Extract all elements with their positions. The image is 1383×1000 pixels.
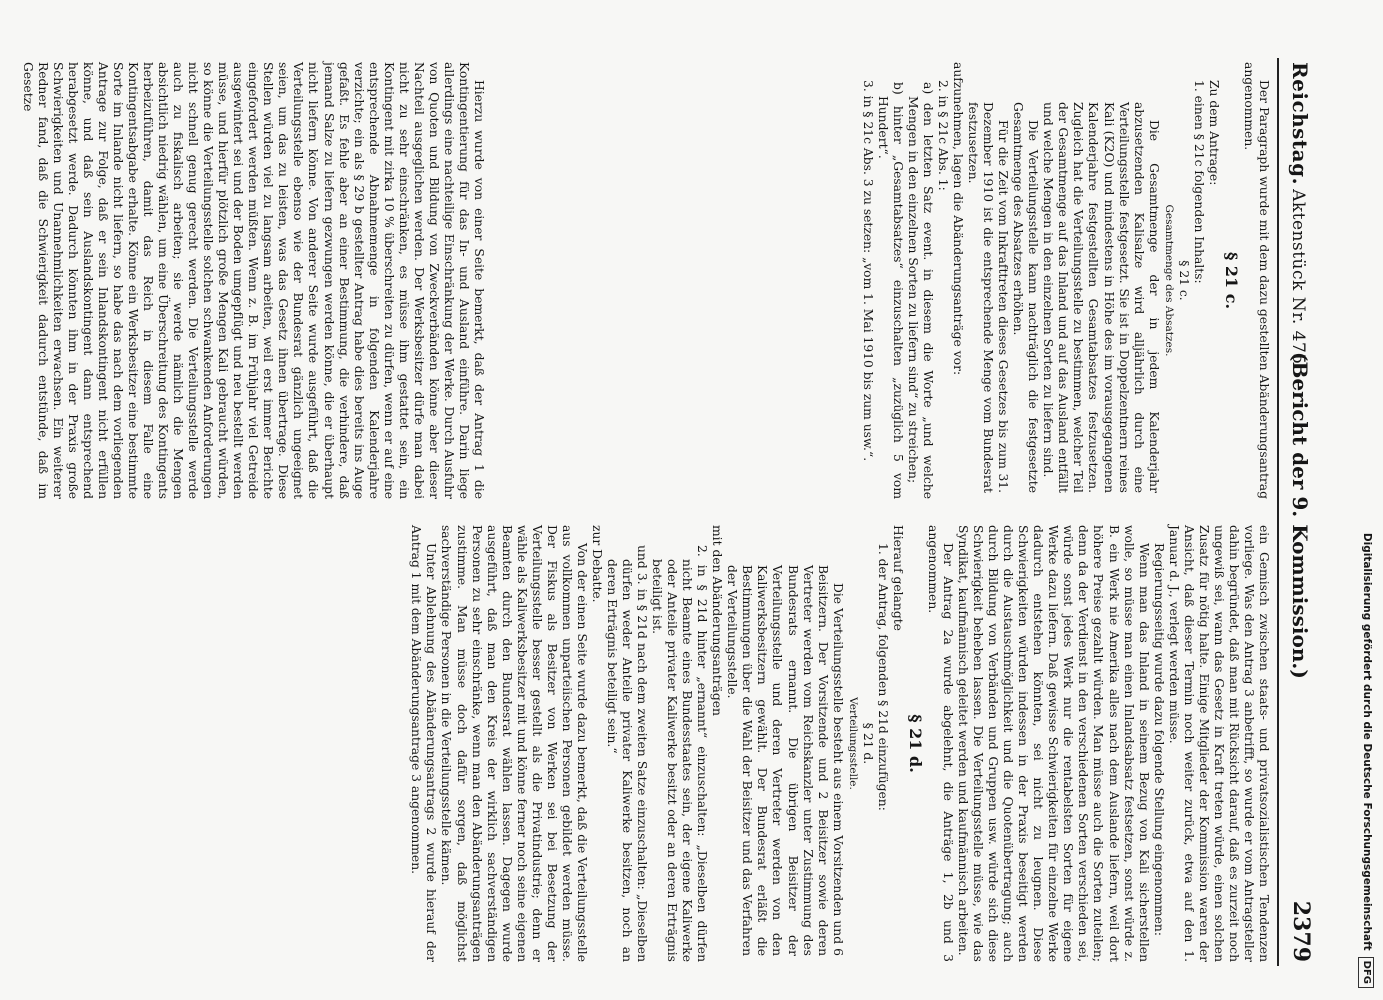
paragraph: Von der einen Seite wurde dazu bemerkt, daß die Verteilungsstelle aus vollkommen unparteiischen Personen gebildet werden müsse. Der Fiskus als Besitzer von Werken sei bei Besetzung der Verteilungsstelle besser gestellt als die Privatindustrie; denn er wähle als Kaliwerksbesitzer mit und könne ferner noch seine eigenen Beamten durch den Bundesrat wählen lassen. Dagegen wurde ausgeführt, daß man den Kreis der wirklich sachverständigen Personen zu sehr einschränke, wenn man den Abänderungsanträgen zustimme. Man müsse doch dafür sorgen, daß möglichst sachverständige Personen in die Verteilungsstelle kämen. bbox=[439, 525, 589, 962]
paragraph: Für die Zeit vom Inkrafttreten dieses Gesetzes bis zum 31. Dezember 1910 ist die entsprechende Menge vom Bundesrat festzusetzen. bbox=[966, 102, 1011, 493]
right-column bbox=[41, 525, 1271, 962]
digitization-credit bbox=[1356, 8, 1378, 988]
paragraph: Die Gesamtmenge der in jedem Kalenderjahr abzusetzenden Kalisalze wird alljährlich durch eine Verteilungsstelle festgesetzt. Sie ist in Doppelzentnern reines Kali (K2O) und mindestens in Höhe des im vorausgegangenen Kalenderjahre festgestellten Gesamtabsatzes festzusetzen. Zugleich hat die Verteilungsstelle zu bestimmen, welcher Teil der Gesamtmenge auf das Inland und auf das Ausland entfällt und welche Mengen in den einzelnen Sorten zu liefern sind. bbox=[1041, 102, 1161, 493]
paragraph: aufzunehmen, lagen die Abänderungsanträge vor: bbox=[951, 62, 966, 376]
paragraph: 1. der Antrag, folgenden § 21d einzufügen: bbox=[875, 543, 890, 811]
paragraph: mit den Abänderungsanträgen bbox=[710, 525, 725, 716]
paragraph: 2. in § 21d hinter „ernannt“ einzuschalten: „Dieselben dürfen nicht Beamte eines Bundesstaates sein, der eigene Kaliwerke oder Anteile privater Kaliwerke besitzt oder an deren Erträgnis beteiligt ist. bbox=[650, 545, 710, 962]
paragraph: 1. einen § 21c folgenden Inhalts: bbox=[1191, 80, 1206, 284]
left-column bbox=[491, 62, 1271, 499]
section-heading: § 21 d. bbox=[905, 714, 925, 773]
paragraph: Zu dem Antrage: bbox=[1206, 80, 1221, 186]
paragraph: § 21 c. bbox=[1176, 260, 1191, 301]
paragraph: Unter Ablehnung des Abänderungsantrags 2 wurde hierauf der Antrag 1 mit dem Abänderungsantrage 3 angenommen. bbox=[409, 525, 439, 962]
header-rule bbox=[1277, 58, 1279, 966]
header-center: (Bericht der 9. Kommission.) bbox=[1288, 352, 1312, 679]
paragraph: ein Gemisch zwischen staats- und privatsozialistischen Tendenzen vorliege. Was den Antrag 3 anbetrifft, so wurde er vom Antragsteller dahin begründet, daß man mit Rücksicht darauf, daß es zurzeit noch ungewiß sei, wann das Gesetz in Kraft treten würde, einen solchen Zusatz für nötig halte. Einige Mitglieder der Kommission waren der Ansicht, daß dieser Termin noch weiter zurück, etwa auf den 1. Januar d. J., verlegt werden müsse. bbox=[1166, 525, 1271, 962]
paragraph: § 21 d. bbox=[860, 722, 875, 765]
paragraph: Gesamtmenge des Absatzes. bbox=[1162, 204, 1175, 357]
paragraph: Der Paragraph wurde mit dem dazu gestellten Abänderungsantrag angenommen. bbox=[1241, 62, 1271, 499]
paragraph: Regierungsseitig wurde dazu folgende Stellung eingenommen: bbox=[1151, 543, 1166, 936]
paragraph: Die Verteilungsstelle besteht aus einem Vorsitzenden und 6 Beisitzern. Der Vorsitzende und 2 Beisitzer sowie deren Vertreter werden vom Reichskanzler unter Zustimmung des Bundesrats ernannt. Die übrigen Beisitzer der Verteilungsstelle und deren Vertreter werden von den Kaliwerksbesitzern gewählt. Der Bundesrat erläßt die Bestimmungen über die Wahl der Beisitzer und das Verfahren der Verteilungsstelle. bbox=[725, 565, 845, 956]
section-heading: § 21 c. bbox=[1221, 251, 1241, 310]
dfg-logo: DFG bbox=[1358, 957, 1374, 988]
paragraph: a) den letzten Satz event. in diesem die Worte „und welche Mengen in den einzelnen Sorten zu liefern sind“ zu streichen; bbox=[905, 82, 935, 499]
paragraph: und 3. in § 21d nach dem zweiten Satze einzuschalten: „Dieselben dürfen weder Anteile privater Kaliwerke besitzen, noch an deren Erträgnis beteiligt sein.“ bbox=[604, 545, 650, 962]
page-number: 2379 bbox=[1288, 900, 1314, 962]
paragraph: Der Antrag 2a wurde abgelehnt, die Anträge 1, 2b und 3 angenommen. bbox=[925, 525, 956, 962]
paragraph: 3. in § 21c Abs. 3 zu setzen: „vom 1. Mai 1910 bis zum usw.“. bbox=[860, 80, 875, 462]
paragraph: zur Debatte. bbox=[589, 525, 604, 603]
credit-text: Digitalisierung gefördert durch die Deutsche Forschungsgemeinschaft bbox=[1361, 532, 1373, 951]
paragraph: Hierzu wurde von einer Seite bemerkt, daß der Antrag 1 die Kontingentierung für das In- und Ausland einführe. Darin liege allerdings eine nachteilige Einschränkung der Werke. Durch Ausfuhr von Quoten und Bildung von Zweckverbänden könne aber dieser Nachteil ausgeglichen werden. Der Werksbesitzer dürfe man dabei nicht zu sehr einschränken, es müsse ihm gestattet sein, ein Kontingent mit zirka 10 % überschreiten zu dürfen, wenn er auf eine entsprechende Abnahmemenge in folgenden Kalenderjahre verzichte; ein als § 29 b gestellter Antrag habe dies bereits ins Auge gefaßt. Es fehle aber an einer Bestimmung, die verhindere, daß jemand Salze zu liefern gezwungen werden könne, die er überhaupt nicht liefern könne. Von anderer Seite wurde ausgeführt, daß die Verteilungsstelle ebenso wie der Bundesrat gänzlich ungeeignet seien, um das zu leisten, was das Gesetz ihnen übertrage. Diese Stellen würden viel zu langsam arbeiten, weil erst immer Berichte eingefordert werden müßten. Wenn z. B. im Frühjahr viel Getreide ausgewintert sei und der Boden umgepflügt und neu bestellt werden müsse, und hierfür plötzlich große Mengen Kali gebraucht würden, so könne die Verteilungsstelle solchen schwankenden Anforderungen nicht schnell genug gerecht werden. Die Verteilungsstelle werde auch zu fiskalisch arbeiten; sie werde nämlich die Mengen absichtlich niedrig wählen, um eine Überschreitung des Kontingents herbeizuführen, damit das Reich in diesem Falle eine Kontingentsabgabe erhalte. Könne ein Werksbesitzer eine bestimmte Sorte im Inlande nicht liefern, so habe das nach dem vorliegenden Antrage zur Folge, daß er sein Inlandskontingent nicht erfüllen könne, und daß sein Auslandskontingent dann entsprechend herabgesetzt werde. Dadurch könnten ihm in der Praxis große Schwierigkeiten und Unannehmlichkeiten erwachsen. Ein weiterer Redner fand, daß die Schwierigkeit dadurch entstünde, daß im Gesetze bbox=[20, 62, 486, 499]
page-header bbox=[1280, 62, 1316, 962]
left-column-lower bbox=[20, 62, 486, 499]
paragraph: Die Verteilungsstelle kann nachträglich die festgesetzte Gesamtmenge des Absatzes erhöhen. bbox=[1011, 102, 1041, 493]
paragraph: Wenn man das Inland in seinem Bezug von Kali sicherstellen wolle, so müsse man einen Inlandsabsatz festsetzen, sonst würde z. B. ein Werk nie Amerika alles nach dem Auslande liefern, weil dort höhere Preise gezahlt würden. Man müsse auch die Sorten zuteilen; denn da der Verdienst in den verschiedenen Sorten verschieden sei, würde sonst jedes Werk nur die rentabelsten Sorten für eigene Werke dazu liefern. Daß gewisse Schwierigkeiten für einzelne Werke dadurch entstehen könnten, sei nicht zu leugnen. Diese Schwierigkeiten würden indessen in der Praxis beseitigt werden durch die Austauschmöglichkeit und die Quotenübertragung; auch durch Bildung von Verbänden und Gruppen usw. würde sich diese Schwierigkeit beheben lassen. Die Verteilungsstelle müsse, wie das Syndikat, kaufmännisch geleitet werden und kaufmännisch arbeiten. bbox=[956, 525, 1151, 962]
paragraph: b) hinter „Gesamtabsatzes“ einzuschalten „zuzüglich 5 vom Hundert“. bbox=[875, 82, 905, 499]
paragraph: 2. in § 21c Abs. 1: bbox=[936, 80, 951, 191]
paragraph: Verteilungsstelle. bbox=[846, 697, 859, 790]
paragraph: Hierauf gelangte bbox=[890, 525, 905, 631]
header-left: Reichstag.Aktenstück Nr. 475. bbox=[1288, 62, 1312, 371]
